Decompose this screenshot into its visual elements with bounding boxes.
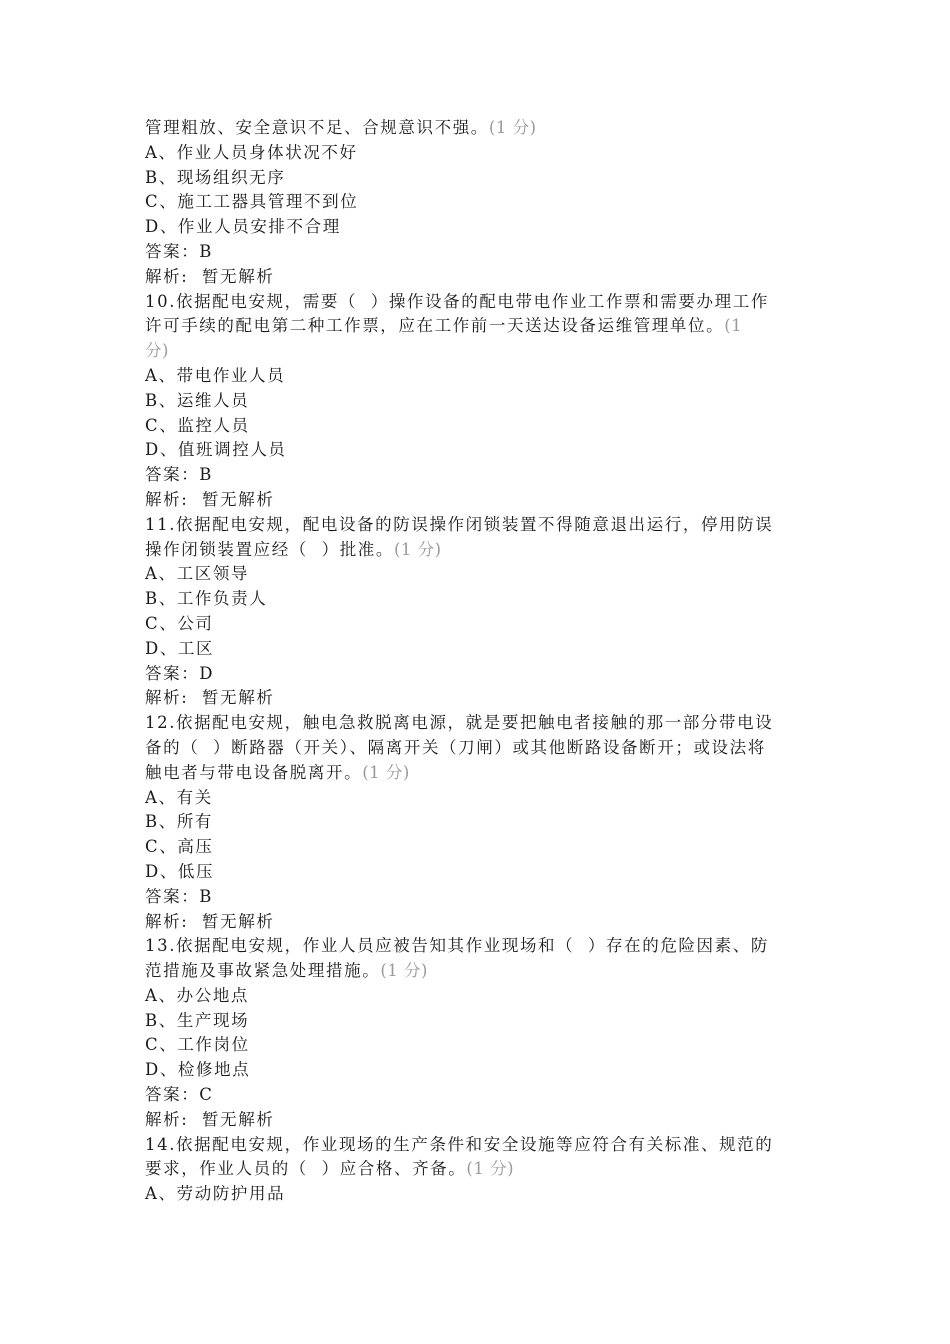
question-text-line: 备的（ ）断路器（开关）、隔离开关（刀闸）或其他断路设备断开；或设法将	[145, 737, 766, 757]
option-a: A、劳动防护用品	[145, 1184, 286, 1204]
question-score: (1 分)	[466, 1159, 515, 1179]
question-text-line: 触电者与带电设备脱离开。(1 分)	[145, 762, 410, 782]
question-score: (1 分)	[488, 118, 537, 137]
question-score: (1 分)	[394, 539, 442, 559]
question-text-line: 13.依据配电安规，作业人员应被告知其作业现场和（ ）存在的危险因素、防	[145, 936, 769, 956]
option-d: D、工区	[145, 638, 215, 658]
question-text-line: 范措施及事故紧急处理措施。(1 分)	[145, 961, 428, 981]
question-score: (1 分)	[362, 762, 410, 782]
analysis-line: 解析: 暂无解析	[145, 911, 275, 931]
question-score-wrap	[145, 339, 815, 364]
analysis-line: 解析: 暂无解析	[145, 266, 275, 286]
option-b: B、工作负责人	[145, 589, 268, 609]
option-a: A、工区领导	[145, 564, 250, 584]
question-text-line: 操作闭锁装置应经（ ）批准。(1 分)	[145, 539, 442, 559]
option-c: C、施工工器具管理不到位	[145, 192, 359, 212]
question-score: (1	[724, 316, 743, 336]
question-score: (1 分)	[380, 961, 428, 981]
answer-line: 答案：D	[145, 663, 215, 683]
answer-line: 答案：B	[145, 465, 214, 485]
option-d: D、检修地点	[145, 1060, 251, 1080]
question-text-line: 要求，作业人员的（ ）应合格、齐备。(1 分)	[145, 1159, 515, 1179]
option-d: D、作业人员安排不合理	[145, 217, 341, 237]
option-a: A、有关	[145, 787, 213, 807]
answer-line: 答案：B	[145, 886, 214, 906]
option-c: C、工作岗位	[145, 1035, 250, 1055]
option-c: C、公司	[145, 613, 214, 633]
option-b: B、生产现场	[145, 1010, 250, 1030]
option-b: B、运维人员	[145, 390, 250, 410]
option-b: B、现场组织无序	[145, 167, 286, 187]
option-d: D、低压	[145, 861, 215, 881]
question-text-line: 11.依据配电安规，配电设备的防误操作闭锁装置不得随意退出运行，停用防误	[145, 514, 774, 534]
question-text-line: 12.依据配电安规，触电急救脱离电源，就是要把触电者接触的那一部分带电设	[145, 713, 774, 733]
analysis-line: 解析: 暂无解析	[145, 688, 275, 708]
option-c: C、高压	[145, 837, 214, 857]
option-d: D、值班调控人员	[145, 440, 287, 460]
question-text-line: 管理粗放、安全意识不足、合规意识不强。(1 分)	[145, 118, 537, 137]
question-text-line: 许可手续的配电第二种工作票，应在工作前一天送达设备运维管理单位。(1	[145, 316, 743, 336]
analysis-line: 解析: 暂无解析	[145, 489, 275, 509]
option-c: C、监控人员	[145, 415, 250, 435]
analysis-line: 解析: 暂无解析	[145, 1109, 275, 1129]
option-a: A、带电作业人员	[145, 365, 286, 385]
question-text-line: 10.依据配电安规，需要（ ）操作设备的配电带电作业工作票和需要办理工作	[145, 291, 769, 311]
option-a: A、作业人员身体状况不好	[145, 142, 358, 162]
question-text-line: 14.依据配电安规，作业现场的生产条件和安全设施等应符合有关标准、规范的	[145, 1134, 774, 1154]
answer-line: 答案：C	[145, 1085, 214, 1105]
document-page	[145, 116, 815, 1207]
option-b: B、所有	[145, 812, 214, 832]
option-a: A、办公地点	[145, 985, 250, 1005]
question-score: 分)	[145, 341, 169, 361]
answer-line: 答案：B	[145, 241, 214, 261]
